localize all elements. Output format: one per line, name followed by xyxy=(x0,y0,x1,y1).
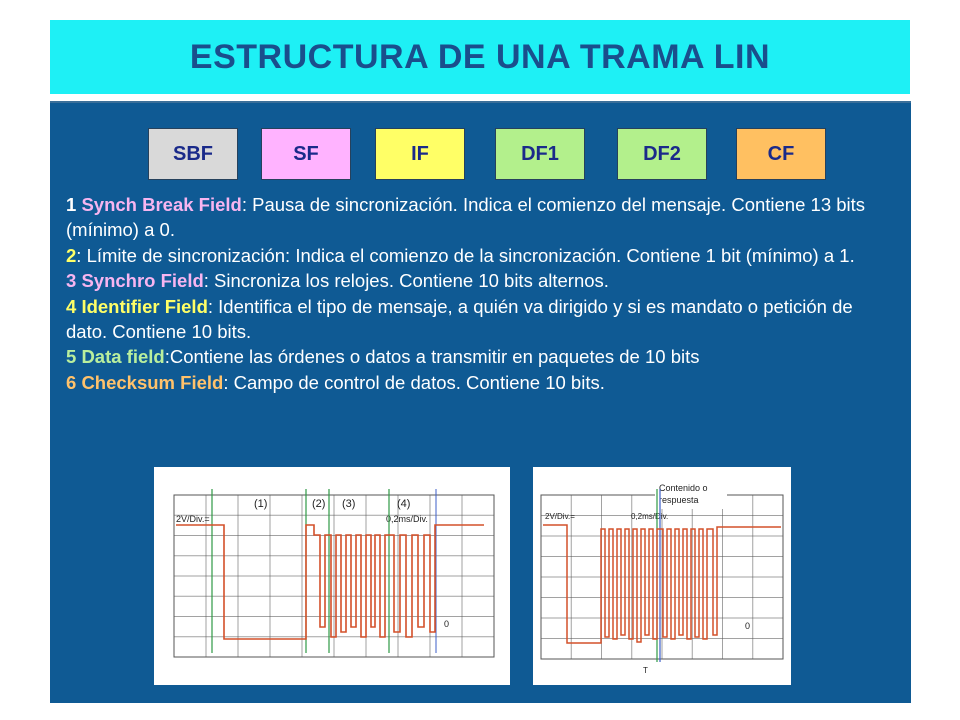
field-box-df1 xyxy=(495,128,585,180)
marker-1-label: (1) xyxy=(254,498,268,510)
annotation-line-1: Contenido o xyxy=(659,483,708,493)
scope-1-volts-label: 2V/Div.= xyxy=(176,514,210,524)
desc-5-num: 5 xyxy=(66,346,82,368)
title-bar xyxy=(50,20,910,94)
oscilloscope-svg-1 xyxy=(154,467,510,685)
desc-checksum-field xyxy=(66,370,896,395)
field-box-cf xyxy=(736,128,826,180)
scope-1-grid xyxy=(174,495,494,657)
desc-1-text: : Pausa de sincronización. Indica el comienzo del mensaje. Contiene 13 bits (mínimo) a 0. xyxy=(66,194,866,241)
desc-data-field xyxy=(66,344,896,369)
field-box-sf xyxy=(261,128,351,180)
scope-1-time-label: 0,2ms/Div. xyxy=(386,514,428,524)
field-label-if: IF xyxy=(411,142,429,165)
field-box-if xyxy=(375,128,465,180)
desc-1-name: Synch Break Field xyxy=(81,194,242,215)
desc-6-num: 6 xyxy=(66,371,82,393)
content-panel xyxy=(50,101,911,703)
field-label-sbf: SBF xyxy=(173,142,213,165)
oscilloscope-capture-full-frame xyxy=(154,467,510,685)
marker-3-label: (3) xyxy=(342,498,356,510)
desc-3-num: 3 xyxy=(66,270,82,292)
desc-1-num: 1 xyxy=(66,194,82,215)
desc-synch-delimiter xyxy=(66,243,896,268)
field-label-cf: CF xyxy=(767,142,795,165)
desc-5-name: Data field xyxy=(81,346,165,368)
field-label-df2: DF2 xyxy=(643,142,681,165)
desc-4-name: Identifier Field xyxy=(81,295,208,317)
desc-synch-break xyxy=(66,192,896,243)
field-label-sf: SF xyxy=(293,142,319,165)
slide-title: ESTRUCTURA DE UNA TRAMA LIN xyxy=(189,37,771,76)
field-label-df1: DF1 xyxy=(521,142,559,165)
scope-2-volts-label: 2V/Div.= xyxy=(545,512,575,521)
desc-5-text: :Contiene las órdenes o datos a transmitir en paquetes de 10 bits xyxy=(164,346,700,368)
desc-2-text: : Límite de sincronización: Indica el comienzo de la sincronización. Contiene 1 bit (mínimo) a 1. xyxy=(76,244,855,266)
scope-2-time-label: 0,2ms/Div. xyxy=(631,512,669,521)
waveform-trace-1 xyxy=(176,525,484,639)
marker-4-label: (4) xyxy=(397,498,411,510)
oscilloscope-svg-2 xyxy=(533,467,791,685)
field-box-df2 xyxy=(617,128,707,180)
desc-3-text: : Sincroniza los relojes. Contiene 10 bits alternos. xyxy=(203,270,609,292)
scope-2-zero-label: 0 xyxy=(745,621,751,631)
desc-6-name: Checksum Field xyxy=(81,371,224,393)
desc-synchro-field xyxy=(66,268,896,293)
desc-4-text: : Identifica el tipo de mensaje, a quién va dirigido y si es mandato o petición de dato. Contiene 10 bits. xyxy=(66,295,853,343)
desc-4-num: 4 xyxy=(66,295,82,317)
marker-2-label: (2) xyxy=(312,498,326,510)
oscilloscope-capture-response xyxy=(533,467,791,685)
field-box-sbf xyxy=(148,128,238,180)
desc-3-name: Synchro Field xyxy=(81,270,204,292)
field-descriptions xyxy=(66,192,896,395)
scope-1-zero-label: 0 xyxy=(444,619,450,629)
desc-2-num: 2 xyxy=(66,244,77,266)
scope-2-trigger-label: T xyxy=(643,666,648,675)
desc-identifier-field xyxy=(66,294,896,345)
desc-6-text: : Campo de control de datos. Contiene 10 bits. xyxy=(223,371,605,393)
annotation-line-2: respuesta xyxy=(659,495,699,505)
